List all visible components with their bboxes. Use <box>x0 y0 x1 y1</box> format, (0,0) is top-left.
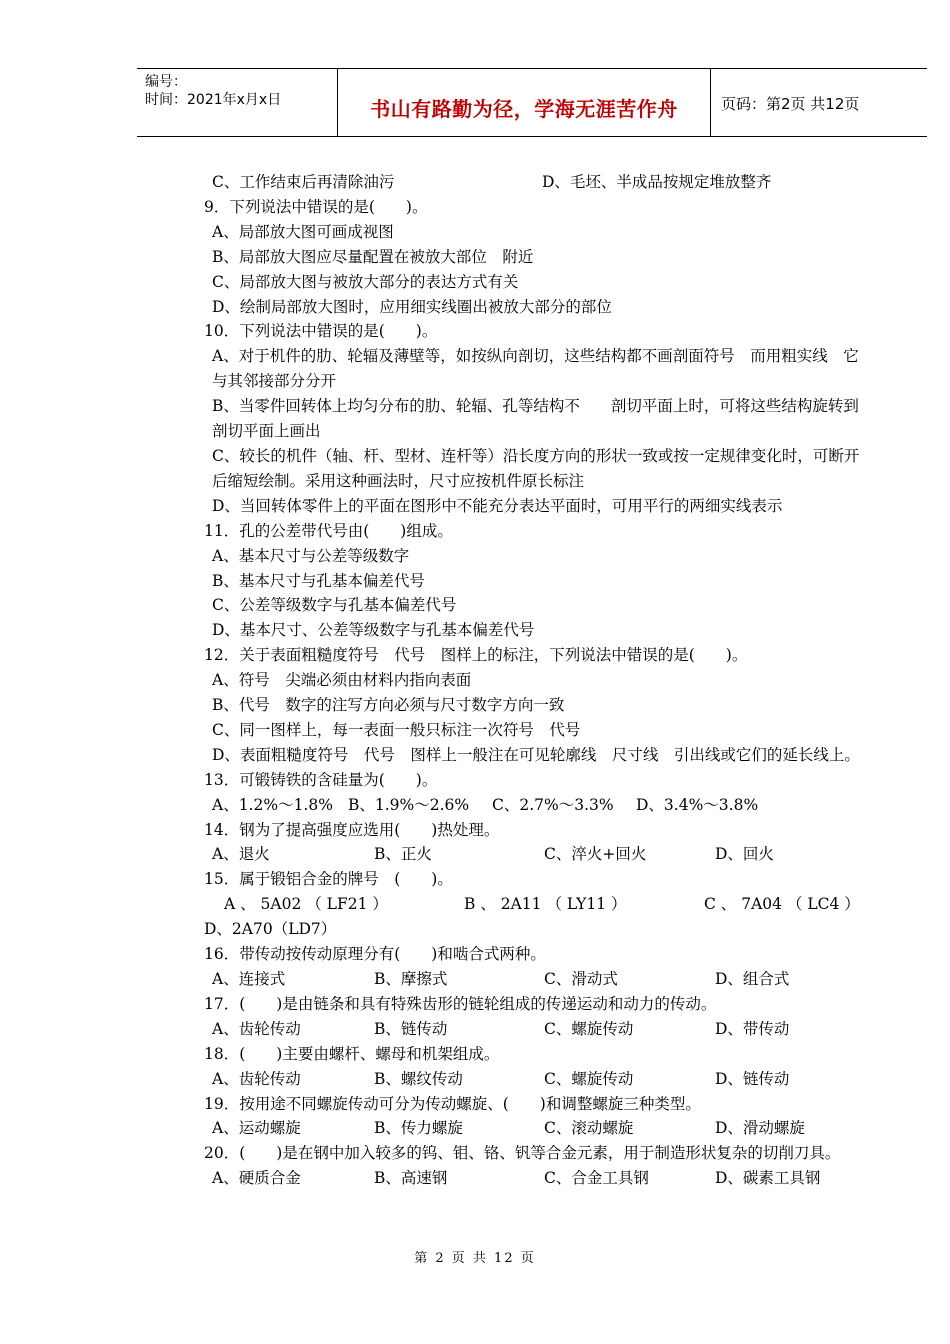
q13-option-b: B、1.9%～2.6% <box>348 795 470 814</box>
q20-option-b: B、高速钢 <box>374 1169 448 1188</box>
q13-option-d: D、3.4%～3.8% <box>636 795 759 814</box>
q12-option-c: C、同一图样上，每一表面一般只标注一次符号 代号 <box>212 720 581 739</box>
q17-option-c: C、螺旋传动 <box>544 1019 634 1038</box>
q19-option-a: A、运动螺旋 <box>212 1119 301 1138</box>
q18-option-a: A、齿轮传动 <box>212 1069 301 1088</box>
header-motto-cell <box>338 69 711 136</box>
q8-option-d: D、毛坯、半成品按规定堆放整齐 <box>542 173 772 191</box>
q13-option-c: C、2.7%～3.3% <box>492 795 614 814</box>
q9-option-a: A、局部放大图可画成视图 <box>212 222 394 241</box>
q19-option-c: C、滚动螺旋 <box>544 1119 634 1138</box>
q17-stem: 17．( )是由链条和具有特殊齿形的链轮组成的传递运动和动力的传动。 <box>204 994 717 1013</box>
q15-option-b: B 、 2A11 （ LY11 ） <box>464 895 627 914</box>
q18-option-b: B、螺纹传动 <box>374 1069 463 1088</box>
q10-option-d: D、当回转体零件上的平面在图形中不能充分表达平面时，可用平行的两细实线表示 <box>212 496 783 515</box>
q9-option-b: B、局部放大图应尽量配置在被放大部位 附近 <box>212 247 534 266</box>
q14-options <box>204 842 869 867</box>
q19-option-d: D、滑动螺旋 <box>715 1119 805 1138</box>
q20-option-d: D、碳素工具钢 <box>715 1169 821 1188</box>
q20-option-c: C、合金工具钢 <box>544 1169 649 1188</box>
q12-option-b: B、代号 数字的注写方向必须与尺寸数字方向一致 <box>212 696 565 715</box>
q14-option-c: C、淬火+回火 <box>544 845 647 864</box>
header-page-cell <box>711 69 927 136</box>
question-content <box>204 170 869 1191</box>
q19-option-b: B、传力螺旋 <box>374 1119 463 1138</box>
header-meta-cell <box>137 69 338 136</box>
q17-options <box>204 1017 869 1042</box>
q15-options-row <box>204 892 869 917</box>
q9-option-d: D、绘制局部放大图时，应用细实线圈出被放大部分的部位 <box>212 297 612 316</box>
q20-options <box>204 1166 869 1191</box>
q18-option-d: D、链传动 <box>715 1069 790 1088</box>
motto-text: 书山有路勤为径，学海无涯苦作舟 <box>370 97 678 121</box>
q19-options <box>204 1116 869 1141</box>
q11-option-b: B、基本尺寸与孔基本偏差代号 <box>212 571 425 590</box>
q15-option-a: A 、 5A02 （ LF21 ） <box>224 895 388 914</box>
q14-option-b: B、正火 <box>374 845 432 864</box>
q8-options <box>204 170 869 195</box>
q16-option-c: C、滑动式 <box>544 970 618 988</box>
q16-option-a: A、连接式 <box>212 970 286 988</box>
q11-option-d: D、基本尺寸、公差等级数字与孔基本偏差代号 <box>212 621 535 640</box>
q20-option-a: A、硬质合金 <box>212 1169 301 1188</box>
q17-option-d: D、带传动 <box>715 1019 790 1038</box>
q16-stem: 16．带传动按传动原理分有( )和啮合式两种。 <box>204 945 546 964</box>
q9-option-c: C、局部放大图与被放大部分的表达方式有关 <box>212 272 519 291</box>
q16-option-d: D、组合式 <box>715 970 790 988</box>
q8-option-c: C、工作结束后再清除油污 <box>212 173 395 191</box>
q10-option-a: A、对于机件的肋、轮辐及薄壁等，如按纵向剖切，这些结构都不画剖面符号 而用粗实线 它与其邻接部分分开 <box>212 347 859 391</box>
q18-stem: 18．( )主要由螺杆、螺母和机架组成。 <box>204 1044 500 1063</box>
page-footer: 第 2 页 共 12 页 <box>414 1251 536 1266</box>
q11-stem: 11．孔的公差带代号由( )组成。 <box>204 521 453 540</box>
doc-id-label: 编号： <box>145 74 187 90</box>
header-page-label: 页码：第2页 共12页 <box>721 95 860 113</box>
q15-option-d: D、2A70（LD7） <box>204 920 337 939</box>
page-header <box>137 68 927 137</box>
q14-stem: 14．钢为了提高强度应选用( )热处理。 <box>204 820 500 839</box>
q18-options <box>204 1067 869 1092</box>
q15-stem: 15．属于锻铝合金的牌号 ( )。 <box>204 870 453 889</box>
q16-options <box>204 967 869 992</box>
q17-option-a: A、齿轮传动 <box>212 1019 301 1038</box>
q15-option-c: C 、 7A04 （ LC4 ） <box>704 895 860 914</box>
q10-option-c: C、较长的机件（轴、杆、型材、连杆等）沿长度方向的形状一致或按一定规律变化时，可断开后缩短绘制。采用这种画法时，尺寸应按机件原长标注 <box>212 446 860 490</box>
q13-stem: 13．可锻铸铁的含硅量为( )。 <box>204 770 438 789</box>
q12-option-d: D、表面粗糙度符号 代号 图样上一般注在可见轮廓线 尺寸线 引出线或它们的延长线上。 <box>212 745 860 764</box>
q14-option-a: A、退火 <box>212 845 270 864</box>
q12-option-a: A、符号 尖端必须由材料内指向表面 <box>212 671 472 690</box>
q13-options <box>204 793 869 818</box>
q9-stem: 9．下列说法中错误的是( )。 <box>204 197 428 216</box>
q12-stem: 12．关于表面粗糙度符号 代号 图样上的标注，下列说法中错误的是( )。 <box>204 646 748 665</box>
q10-stem: 10．下列说法中错误的是( )。 <box>204 322 438 341</box>
q20-stem: 20．( )是在钢中加入较多的钨、钼、铬、钒等合金元素，用于制造形状复杂的切削刀具。 <box>204 1144 841 1163</box>
q11-option-c: C、公差等级数字与孔基本偏差代号 <box>212 596 457 615</box>
q17-option-b: B、链传动 <box>374 1019 448 1038</box>
q16-option-b: B、摩擦式 <box>374 970 448 988</box>
q13-option-a: A、1.2%～1.8% <box>212 795 333 814</box>
doc-time-label: 时间：2021年x月x日 <box>145 92 282 108</box>
q11-option-a: A、基本尺寸与公差等级数字 <box>212 546 410 565</box>
q14-option-d: D、回火 <box>715 845 774 864</box>
q19-stem: 19．按用途不同螺旋传动可分为传动螺旋、( )和调整螺旋三种类型。 <box>204 1094 701 1113</box>
q10-option-b: B、当零件回转体上均匀分布的肋、轮辐、孔等结构不 剖切平面上时，可将这些结构旋转到剖切平面上画出 <box>212 397 859 441</box>
q18-option-c: C、螺旋传动 <box>544 1069 634 1088</box>
